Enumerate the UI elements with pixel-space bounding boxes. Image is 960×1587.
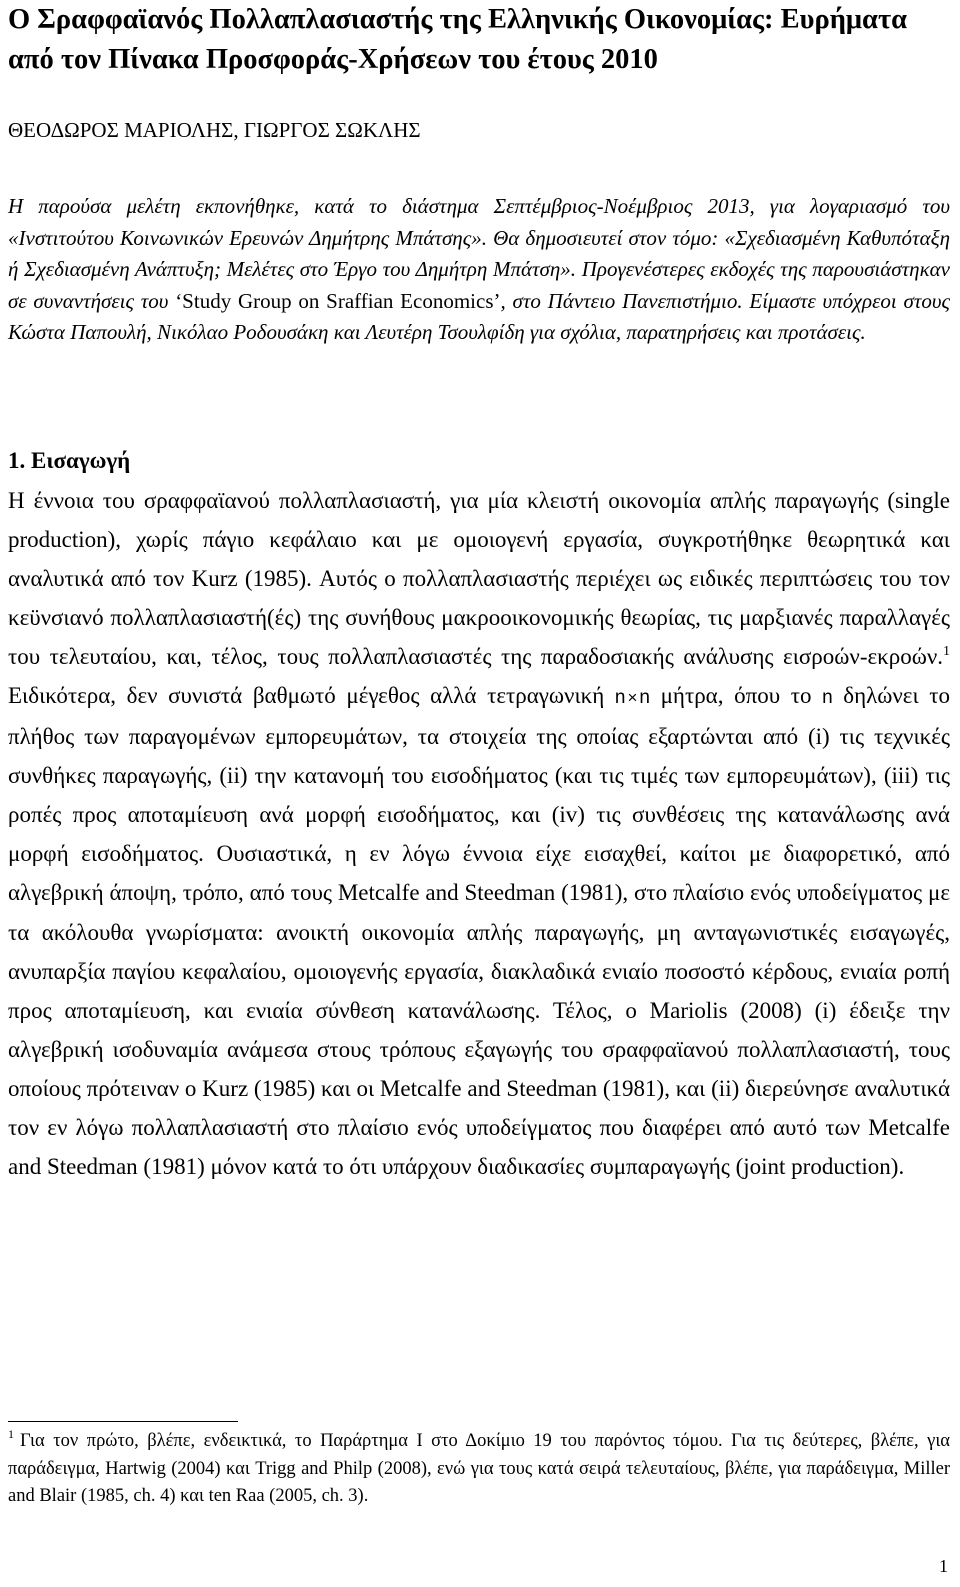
study-group-name: ‘Study Group on Sraffian Economics’ [175, 288, 501, 313]
author-note [8, 191, 950, 349]
footnote-text: Για τον πρώτο, βλέπε, ενδεικτικά, το Παράρτημα Ι στο Δοκίμιο 19 του παρόντος τόμου. Για τις δεύτερες, βλέπε, για παράδειγμα, Hartwig (2004) και Trigg and Philp (2008), ενώ για τους κατά σειρά τελευταίους, βλέπε, για παράδειγμα, Miller and Blair (1985, ch. 4) και ten Raa (2005, ch. 3). [8, 1431, 950, 1506]
matrix-dim-n1: n [614, 687, 626, 709]
authors-line: ΘΕΟΔΩΡΟΣ ΜΑΡΙΟΛΗΣ, ΓΙΩΡΓΟΣ ΣΩΚΛΗΣ [8, 118, 421, 142]
body-text-4: δηλώνει το πλήθος των παραγομένων εμπορευμάτων, τα στοιχεία της οποίας εξαρτώνται από (i) τις τεχνικές συνθήκες παραγωγής, (ii) την κατανομή του εισοδήματος (και τις τιμές των εμπορευμάτων), (iii) τις ροπές προς αποταμίευση ανά μορφή εισοδήματος, και (iv) τις συνθέσεις της κατανάλωσης ανά μορφή εισοδήματος. Ουσιαστικά, η εν λόγω έννοια είχε εισαχθεί, καίτοι με διαφορετικό, από αλγεβρική άποψη, τρόπο, από τους Metcalfe and Steedman (1981), στο πλαίσιο ενός υποδείγματος με τα ακόλουθα γνωρίσματα: ανοικτή οικονομία απλής παραγωγής, μη ανταγωνιστικές εισαγωγές, ανυπαρξία παγίου κεφαλαίου, ομοιογενής εργασία, διακλαδικά ενιαίο ποσοστό κέρδους, ενιαία ροπή προς αποταμίευση, και ενιαία σύνθεση κατανάλωσης. Τέλος, ο Mariolis (2008) (i) έδειξε την αλγεβρική ισοδυναμία ανάμεσα στους τρόπους εξαγωγής του σραφφαϊανού πολλαπλασιαστή, τους οποίους πρότειναν ο Kurz (1985) και οι Metcalfe and Steedman (1981), και (ii) διερεύνησε αναλυτικά τον εν λόγω πολλαπλασιαστή στο πλαίσιο ενός υποδείγματος που διαφέρει από αυτό των Metcalfe and Steedman (1981) μόνον κατά το ότι υπάρχουν διαδικασίες συμπαραγωγής (joint production). [8, 683, 951, 1179]
author-note-text-2: , στο Πάντειο Πανεπιστήμιο. Είμαστε υπόχρεοι στους Κώστα Παπουλή, Νικόλαο Ροδουσάκη και Λευτέρη Τσουλφίδη για σχόλια, παρατηρήσεις και προτάσεις. [8, 288, 951, 345]
body-paragraph [8, 481, 950, 1186]
body-text-1: Η έννοια του σραφφαϊανού πολλαπλασιαστή, για μία κλειστή οικονομία απλής παραγωγής (single production), χωρίς πάγιο κεφάλαιο και με ομοιογενή εργασία, συγκροτήθηκε θεωρητικά και αναλυτικά από τον Kurz (1985). Αυτός ο πολλαπλασιαστής περιέχει ως ειδικές περιπτώσεις του τον κεϋνσιανό πολλαπλασιαστή(ές) της συνήθους μακροοικονομικής θεωρίας, τις μαρξιανές παραλλαγές του τελευταίου, και, τέλος, τους πολλαπλασιαστές της παραδοσιακής ανάλυσης εισροών-εκροών. [8, 488, 950, 670]
footnote-separator [8, 1421, 238, 1422]
paper-title: Ο Σραφφαϊανός Πολλαπλασιαστής της Ελληνικής Οικονομίας: Ευρήματα από τον Πίνακα Προσφοράς-Χρήσεων του έτους 2010 [8, 4, 908, 75]
variable-n: n [822, 687, 833, 709]
matrix-dim-n2: n [639, 687, 650, 709]
author-note-text-1: Η παρούσα μελέτη εκπονήθηκε, κατά το διάστημα Σεπτέμβριος-Νοέμβριος 2013, για λογαριασμό του «Ινστιτούτου Κοινωνικών Ερευνών Δημήτρης Μπάτσης». Θα δημοσιευτεί στον τόμο: «Σχεδιασμένη Καθυπόταξη ή Σχεδιασμένη Ανάπτυξη; Μελέτες στο Έργο του Δημήτρη Μπάτση». Προγενέστερες εκδοχές της παρουσιάστηκαν σε συναντήσεις του [8, 194, 950, 313]
page-number: 1 [939, 1556, 948, 1576]
times-symbol: × [627, 688, 638, 708]
matrix-dimension [615, 687, 650, 708]
footnote-reference: 1 [943, 644, 950, 660]
body-text-2: Ειδικότερα, δεν συνιστά βαθμωτό μέγεθος αλλά τετραγωνική [8, 683, 615, 709]
section-heading: 1. Εισαγωγή [8, 448, 131, 473]
body-text-3: μήτρα, όπου το [649, 683, 823, 709]
footnote-marker: 1 [8, 1427, 14, 1441]
footnote [8, 1428, 950, 1511]
